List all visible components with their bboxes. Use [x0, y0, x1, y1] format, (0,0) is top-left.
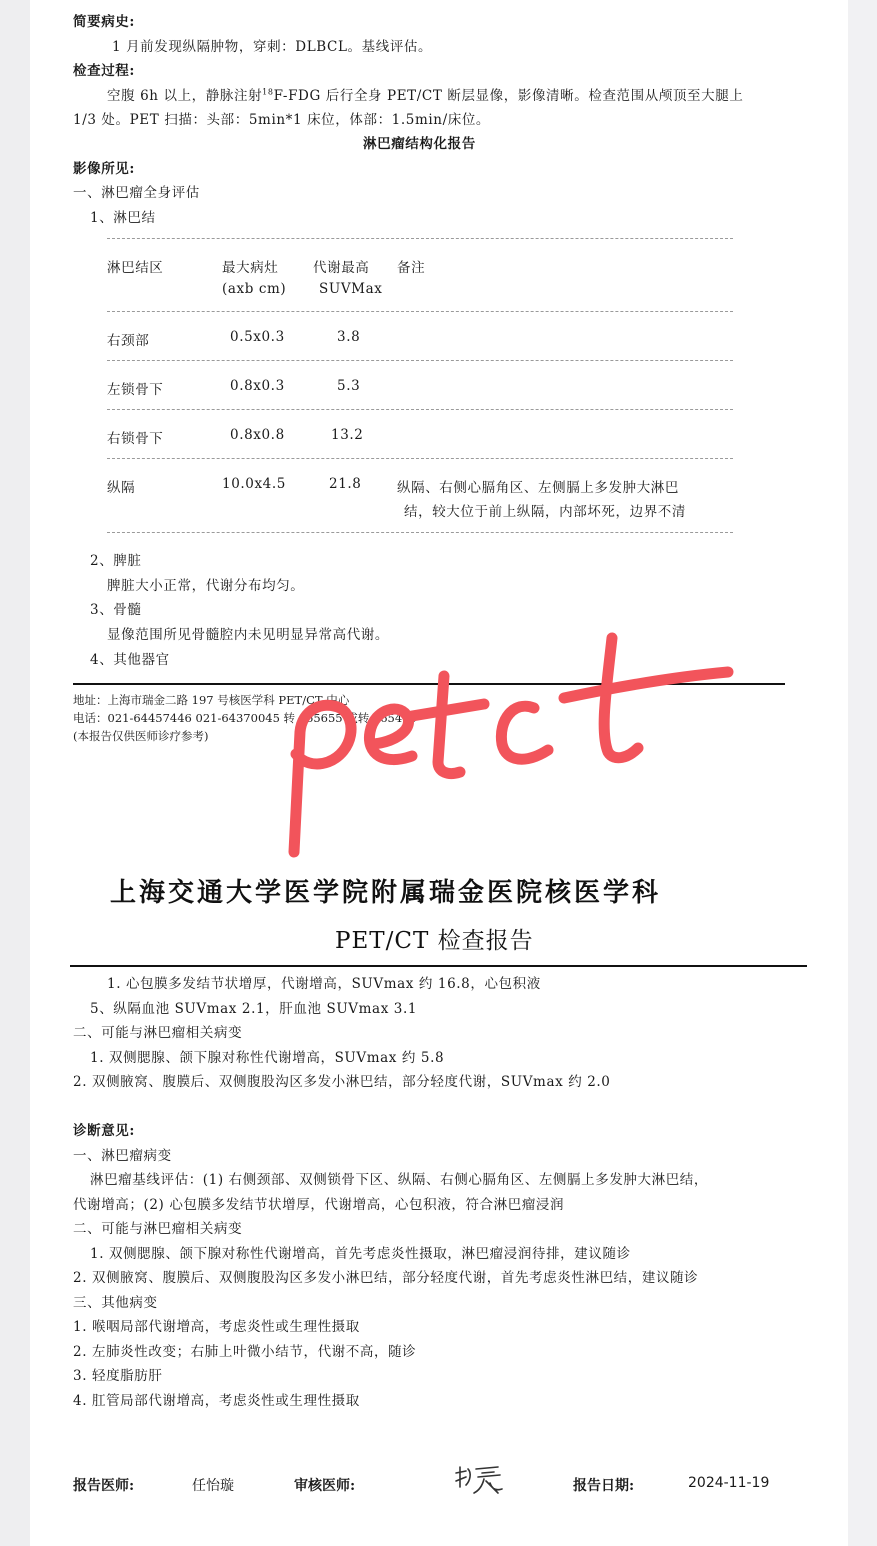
diagnosis-line: 1. 双侧腮腺、颌下腺对称性代谢增高，首先考虑炎性摄取，淋巴瘤浸润待排，建议随诊: [90, 1246, 631, 1262]
table-cell-suv: 21.8: [329, 476, 362, 492]
diagnosis-line: 3. 轻度脂肪肝: [73, 1368, 163, 1384]
table-subheader-suv: SUVMax: [319, 281, 383, 297]
findings-label: 影像所见:: [73, 161, 135, 177]
table-cell-size: 0.8x0.3: [230, 378, 285, 394]
table-cell-size: 0.8x0.8: [230, 427, 285, 443]
diagnosis-line: 三、其他病变: [73, 1295, 158, 1311]
diagnosis-line: 代谢增高；(2) 心包膜多发结节状增厚，代谢增高，心包积液，符合淋巴瘤浸润: [73, 1197, 565, 1213]
table-rule: [107, 458, 733, 459]
footer-address: 地址：上海市瑞金二路 197 号核医学科 PET/CT 中心: [73, 693, 350, 707]
table-cell-note: 结，较大位于前上纵隔，内部坏死，边界不清: [404, 504, 686, 520]
diagnosis-label: 诊断意见:: [73, 1123, 135, 1139]
diagnosis-line: 1. 喉咽局部代谢增高，考虑炎性或生理性摄取: [73, 1319, 360, 1335]
table-cell-note: 纵隔、右侧心膈角区、左侧膈上多发肿大淋巴: [397, 480, 679, 496]
procedure-line2: 1/3 处。PET 扫描：头部：5min*1 床位，体部：1.5min/床位。: [73, 112, 491, 128]
diagnosis-line: 4. 肛管局部代谢增高，考虑炎性或生理性摄取: [73, 1393, 360, 1409]
findings-sub3: 3、骨髓: [90, 602, 142, 618]
report-date-label: 报告日期:: [573, 1478, 635, 1494]
reviewer-label: 审核医师:: [294, 1478, 356, 1494]
findings-sub1: 1、淋巴结: [90, 210, 156, 226]
diagnosis-line: 2. 双侧腋窝、腹膜后、双侧腹股沟区多发小淋巴结，部分轻度代谢，首先考虑炎性淋巴结，建议随诊: [73, 1270, 699, 1286]
table-cell-size: 0.5x0.3: [230, 329, 285, 345]
diagnosis-line: 淋巴瘤基线评估：(1) 右侧颈部、双侧锁骨下区、纵隔、右侧心膈角区、左侧膈上多发肿大淋巴结，: [90, 1172, 709, 1188]
table-cell-region: 左锁骨下: [107, 382, 164, 398]
table-cell-region: 纵隔: [107, 480, 136, 496]
table-header-size: 最大病灶: [222, 260, 279, 276]
footer-note: (本报告仅供医师诊疗参考): [73, 729, 209, 743]
report-title: PET/CT 检查报告: [335, 928, 534, 954]
history-text: 1 月前发现纵隔肿物，穿刺：DLBCL。基线评估。: [112, 39, 433, 55]
hospital-name: 上海交通大学医学院附属瑞金医院核医学科: [110, 878, 662, 908]
findings-sub4: 4、其他器官: [90, 652, 170, 668]
footer-phone: 电话：021-64457446 021-64370045 转 665655 或转 665405: [73, 711, 417, 725]
continued-line: 1. 双侧腮腺、颌下腺对称性代谢增高，SUVmax 约 5.8: [90, 1050, 445, 1066]
findings-sub2-text: 脾脏大小正常，代谢分布均匀。: [107, 578, 305, 594]
procedure-label: 检查过程:: [73, 63, 135, 79]
reviewer-signature: [452, 1463, 506, 1499]
continued-line: 2. 双侧腋窝、腹膜后、双侧腹股沟区多发小淋巴结，部分轻度代谢，SUVmax 约 2.0: [73, 1074, 611, 1090]
table-rule: [107, 311, 733, 312]
doctor-name: 任怡璇: [192, 1478, 234, 1494]
findings-sub2: 2、脾脏: [90, 553, 142, 569]
table-rule: [107, 532, 733, 533]
table-subheader-size: (axb cm): [222, 281, 287, 297]
diagnosis-line: 一、淋巴瘤病变: [73, 1148, 172, 1164]
table-header-region: 淋巴结区: [107, 260, 164, 276]
table-header-note: 备注: [397, 260, 426, 276]
continued-line: 1. 心包膜多发结节状增厚，代谢增高，SUVmax 约 16.8，心包积液: [107, 976, 541, 992]
table-header-suv: 代谢最高: [313, 260, 370, 276]
table-rule: [107, 409, 733, 410]
table-rule: [107, 238, 733, 239]
history-label: 简要病史:: [73, 14, 135, 30]
table-cell-region: 右锁骨下: [107, 431, 164, 447]
structured-report-heading: 淋巴瘤结构化报告: [363, 136, 476, 152]
handwritten-watermark: [262, 612, 742, 872]
table-cell-suv: 13.2: [331, 427, 364, 443]
table-cell-size: 10.0x4.5: [222, 476, 286, 492]
findings-sub3-text: 显像范围所见骨髓腔内未见明显异常高代谢。: [107, 627, 389, 643]
page-edge: [848, 0, 877, 1546]
continued-line: 二、可能与淋巴瘤相关病变: [73, 1025, 243, 1041]
diagnosis-line: 2. 左肺炎性改变；右肺上叶微小结节，代谢不高，随诊: [73, 1344, 417, 1360]
report-date: 2024-11-19: [688, 1475, 770, 1491]
table-rule: [107, 360, 733, 361]
table-cell-suv: 3.8: [337, 329, 361, 345]
continued-line: 5、纵隔血池 SUVmax 2.1，肝血池 SUVmax 3.1: [90, 1001, 418, 1017]
table-cell-region: 右颈部: [107, 333, 150, 349]
diagnosis-line: 二、可能与淋巴瘤相关病变: [73, 1221, 243, 1237]
doctor-label: 报告医师:: [73, 1478, 135, 1494]
table-cell-suv: 5.3: [337, 378, 361, 394]
findings-section1: 一、淋巴瘤全身评估: [73, 185, 200, 201]
header-rule: [70, 965, 807, 967]
procedure-line1: 空腹 6h 以上，静脉注射$^{18}$F-FDG 后行全身 PET/CT 断层显像，影像清晰。检查范围从颅顶至大腿上: [107, 87, 744, 104]
